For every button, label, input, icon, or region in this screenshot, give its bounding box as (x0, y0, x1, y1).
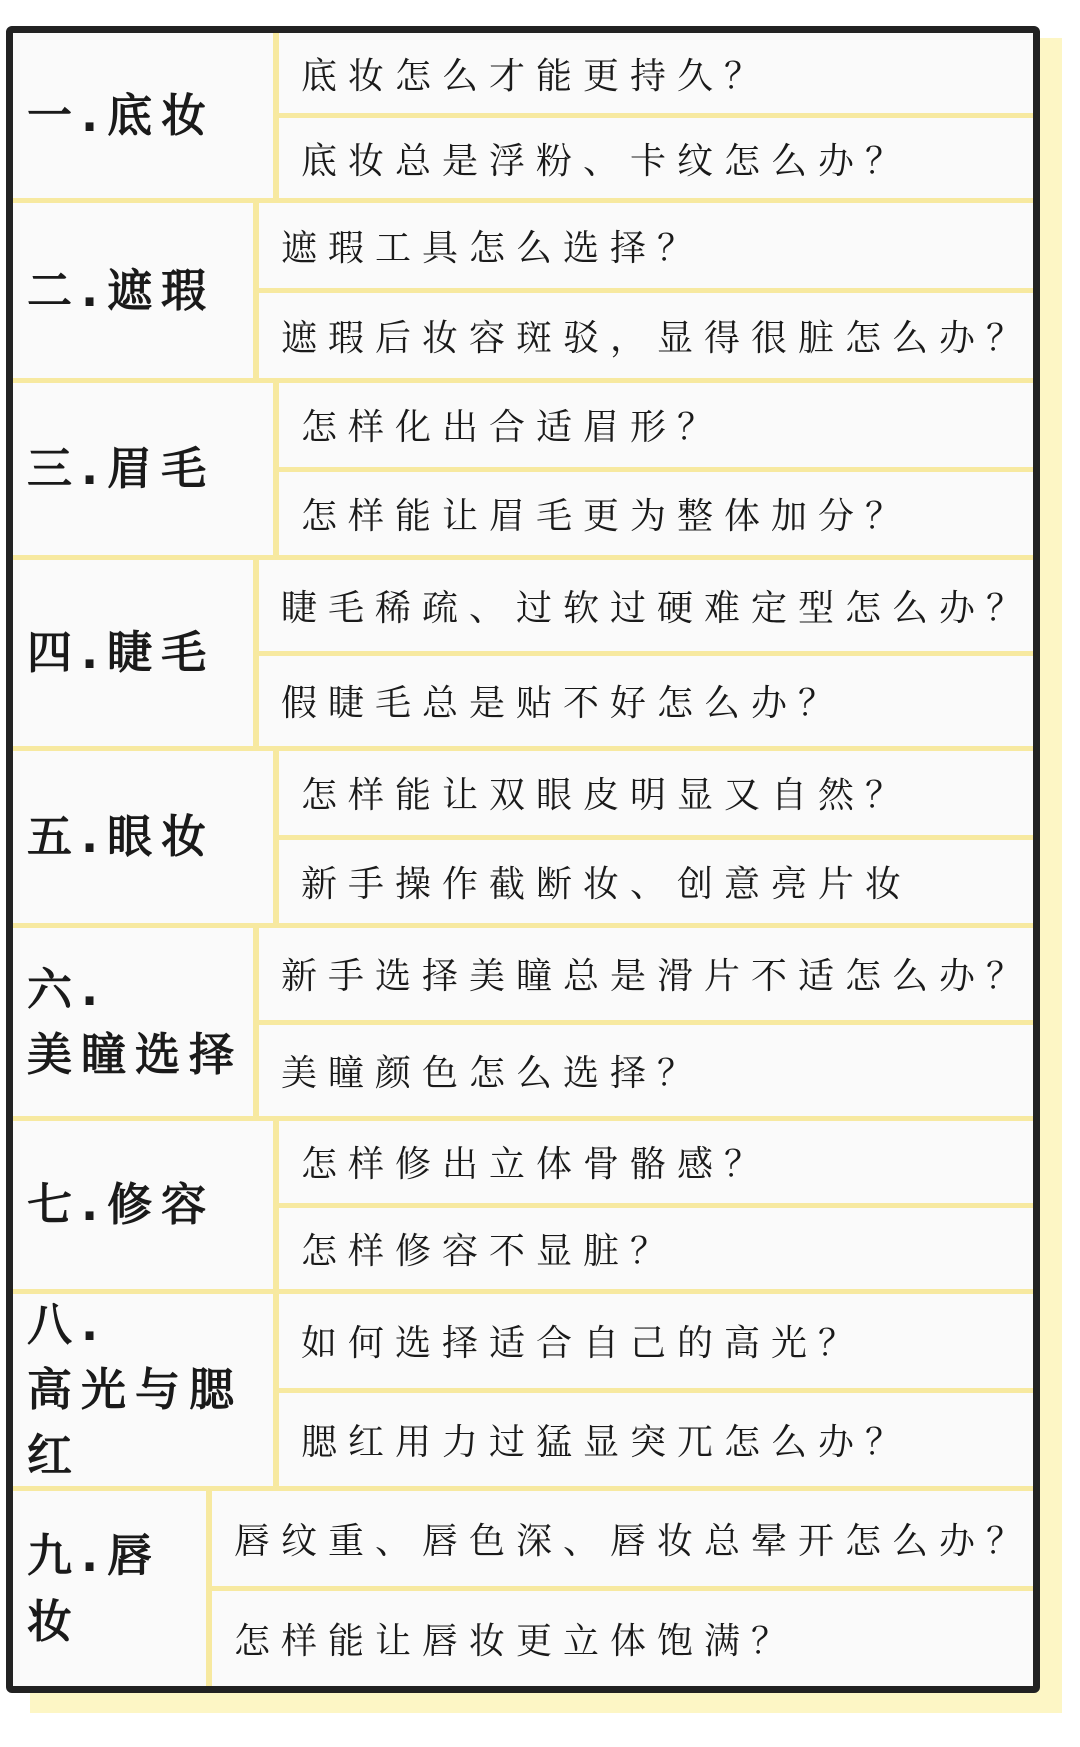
question-list (279, 751, 1033, 923)
question-item: 新手选择美瞳总是滑片不适怎么办？ (280, 956, 1033, 998)
category-label: 四.睫毛 (13, 560, 259, 746)
question-item: 假睫毛总是贴不好怎么办？ (259, 651, 1033, 747)
category-label: 三.眉毛 (13, 383, 279, 555)
question-item: 怎样能让眉毛更为整体加分？ (279, 467, 1033, 556)
section-contact-lenses (13, 928, 1033, 1121)
category-label: 六. 美瞳选择 (13, 928, 259, 1116)
question-item: 如何选择适合自己的高光？ (301, 1323, 866, 1365)
question-list (212, 1491, 1033, 1686)
question-item: 底妆怎么才能更持久？ (301, 55, 772, 97)
question-item: 怎样能让双眼皮明显又自然？ (301, 775, 913, 817)
section-concealer (13, 203, 1033, 383)
category-label: 七.修容 (13, 1121, 279, 1289)
question-item: 底妆总是浮粉、卡纹怎么办？ (279, 113, 1033, 198)
question-item: 怎样能让唇妆更立体饱满？ (212, 1586, 1033, 1686)
category-label: 二.遮瑕 (13, 203, 259, 378)
question-list (279, 33, 1033, 198)
section-highlight-blush (13, 1294, 1033, 1491)
section-eye-makeup (13, 751, 1033, 928)
category-label: 一.底妆 (13, 33, 279, 198)
question-list (279, 383, 1033, 555)
category-label: 八. 高光与腮红 (13, 1294, 279, 1486)
question-list (259, 928, 1033, 1116)
section-lip-makeup (13, 1491, 1033, 1686)
section-eyelashes (13, 560, 1033, 751)
question-item: 腮红用力过猛显突兀怎么办？ (279, 1388, 1033, 1487)
category-label: 九.唇妆 (13, 1491, 212, 1686)
question-item: 新手操作截断妆、创意亮片妆 (279, 835, 1033, 924)
question-item: 遮瑕后妆容斑驳，显得很脏怎么办？ (259, 288, 1033, 378)
question-list (259, 203, 1033, 378)
question-item: 怎样修容不显脏？ (279, 1203, 1033, 1290)
question-list (279, 1121, 1033, 1289)
section-contouring (13, 1121, 1033, 1294)
category-label: 五.眼妆 (13, 751, 279, 923)
question-list (259, 560, 1033, 746)
question-item: 睫毛稀疏、过软过硬难定型怎么办？ (280, 587, 1033, 629)
question-item: 美瞳颜色怎么选择？ (259, 1020, 1033, 1117)
question-item: 怎样化出合适眉形？ (301, 407, 725, 449)
question-item: 唇纹重、唇色深、唇妆总晕开怎么办？ (233, 1521, 1033, 1562)
section-eyebrows (13, 383, 1033, 560)
makeup-faq-table (6, 26, 1040, 1693)
question-item: 遮瑕工具怎么选择？ (280, 228, 704, 269)
question-list (279, 1294, 1033, 1486)
question-item: 怎样修出立体骨骼感？ (301, 1144, 772, 1186)
section-foundation (13, 33, 1033, 203)
